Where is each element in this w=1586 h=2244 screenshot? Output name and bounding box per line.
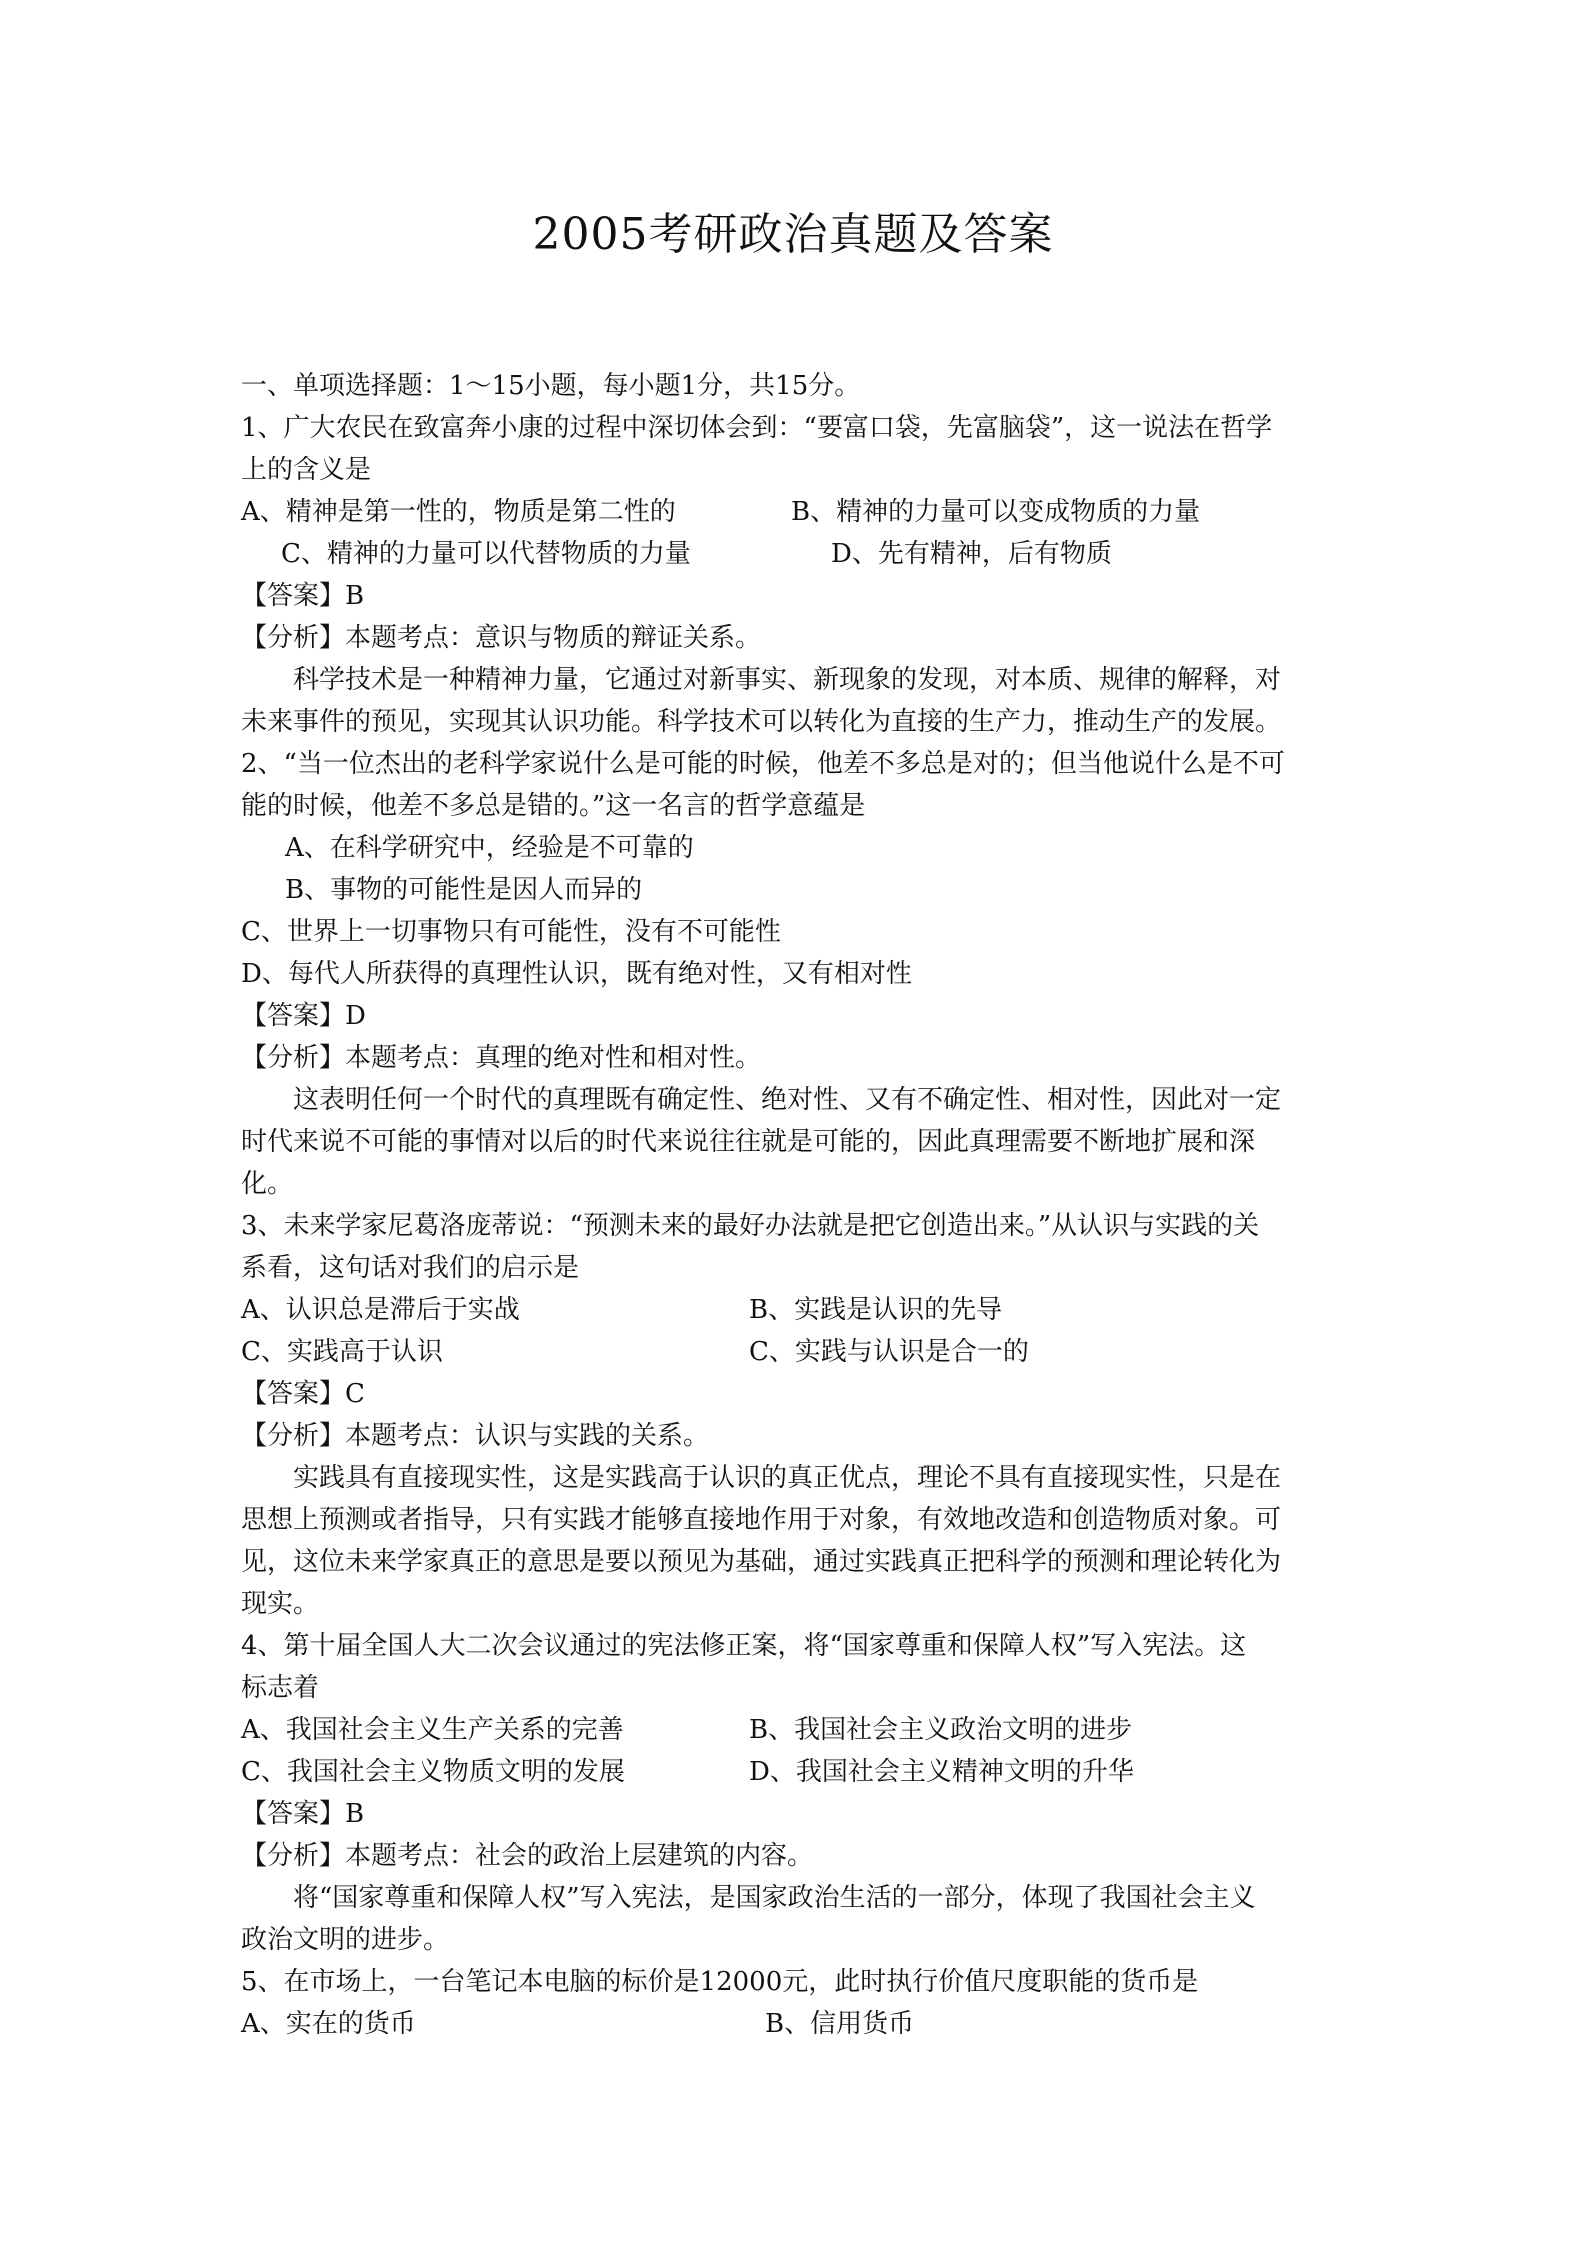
q3-explain-line2: 思想上预测或者指导，只有实践才能够直接地作用于对象，有效地改造和创造物质对象。可 xyxy=(241,1505,1282,1535)
q4-option-d: D、我国社会主义精神文明的升华 xyxy=(749,1757,1134,1787)
q2-option-d: D、每代人所获得的真理性认识，既有绝对性，又有相对性 xyxy=(241,959,912,989)
q1-stem-line1: 1、广大农民在致富奔小康的过程中深切体会到：“要富口袋，先富脑袋”，这一说法在哲学 xyxy=(241,413,1273,443)
q1-options-row2 xyxy=(241,533,1361,575)
q1-option-b: B、精神的力量可以变成物质的力量 xyxy=(791,497,1201,527)
q1-option-a: A、精神是第一性的，物质是第二性的 xyxy=(241,497,676,527)
section-heading: 一、单项选择题：1～15小题，每小题1分，共15分。 xyxy=(241,371,861,401)
q4-explain-line2: 政治文明的进步。 xyxy=(241,1925,450,1955)
q4-option-c: C、我国社会主义物质文明的发展 xyxy=(241,1757,625,1787)
q2-explain-line3: 化。 xyxy=(241,1169,294,1199)
q1-stem-line2: 上的含义是 xyxy=(241,455,372,485)
q3-analysis: 【分析】本题考点：认识与实践的关系。 xyxy=(241,1421,710,1451)
q3-option-b: B、实践是认识的先导 xyxy=(749,1295,1003,1325)
q3-options-row2 xyxy=(241,1331,1361,1373)
q2-stem-line2: 能的时候，他差不多总是错的。”这一名言的哲学意蕴是 xyxy=(241,791,866,821)
q2-analysis: 【分析】本题考点：真理的绝对性和相对性。 xyxy=(241,1043,762,1073)
q3-explain-line1: 实践具有直接现实性，这是实践高于认识的真正优点，理论不具有直接现实性，只是在 xyxy=(293,1463,1282,1493)
q2-explain-line2: 时代来说不可能的事情对以后的时代来说往往就是可能的，因此真理需要不断地扩展和深 xyxy=(241,1127,1256,1157)
q4-option-a: A、我国社会主义生产关系的完善 xyxy=(241,1715,624,1745)
q3-explain-line4: 现实。 xyxy=(241,1589,320,1619)
q5-options-row1 xyxy=(241,2003,1361,2045)
q3-option-c: C、实践高于认识 xyxy=(241,1337,443,1367)
q1-options-row1 xyxy=(241,491,1361,533)
q4-explain-line1: 将“国家尊重和保障人权”写入宪法，是国家政治生活的一部分，体现了我国社会主义 xyxy=(293,1883,1256,1913)
document-body xyxy=(241,365,1361,2045)
q5-option-b: B、信用货币 xyxy=(765,2009,915,2039)
q4-analysis: 【分析】本题考点：社会的政治上层建筑的内容。 xyxy=(241,1841,814,1871)
q2-option-c: C、世界上一切事物只有可能性，没有不可能性 xyxy=(241,917,781,947)
q4-answer: 【答案】B xyxy=(241,1799,365,1829)
q1-explain-line1: 科学技术是一种精神力量，它通过对新事实、新现象的发现，对本质、规律的解释，对 xyxy=(293,665,1282,695)
q1-explain-line2: 未来事件的预见，实现其认识功能。科学技术可以转化为直接的生产力，推动生产的发展。 xyxy=(241,707,1282,737)
page-title: 2005考研政治真题及答案 xyxy=(532,209,1054,260)
q3-stem-line1: 3、未来学家尼葛洛庞蒂说：“预测未来的最好办法就是把它创造出来。”从认识与实践的关 xyxy=(241,1211,1260,1241)
q4-options-row2 xyxy=(241,1751,1361,1793)
q2-option-b: B、事物的可能性是因人而异的 xyxy=(285,875,643,905)
q5-stem-line1: 5、在市场上，一台笔记本电脑的标价是12000元，此时执行价值尺度职能的货币是 xyxy=(241,1967,1199,1997)
q4-option-b: B、我国社会主义政治文明的进步 xyxy=(749,1715,1133,1745)
q2-explain-line1: 这表明任何一个时代的真理既有确定性、绝对性、又有不确定性、相对性，因此对一定 xyxy=(293,1085,1282,1115)
q3-answer: 【答案】C xyxy=(241,1379,365,1409)
q4-options-row1 xyxy=(241,1709,1361,1751)
q3-explain-line3: 见，这位未来学家真正的意思是要以预见为基础，通过实践真正把科学的预测和理论转化为 xyxy=(241,1547,1282,1577)
q2-answer: 【答案】D xyxy=(241,1001,366,1031)
q5-option-a: A、实在的货币 xyxy=(241,2009,416,2039)
q3-option-d: C、实践与认识是合一的 xyxy=(749,1337,1029,1367)
q2-stem-line1: 2、“当一位杰出的老科学家说什么是可能的时候，他差不多总是对的；但当他说什么是不可 xyxy=(241,749,1285,779)
q1-option-d: D、先有精神，后有物质 xyxy=(831,539,1112,569)
q1-option-c: C、精神的力量可以代替物质的力量 xyxy=(281,539,691,569)
q3-stem-line2: 系看，这句话对我们的启示是 xyxy=(241,1253,580,1283)
q4-stem-line1: 4、第十届全国人大二次会议通过的宪法修正案，将“国家尊重和保障人权”写入宪法。这 xyxy=(241,1631,1247,1661)
q2-option-a: A、在科学研究中，经验是不可靠的 xyxy=(285,833,694,863)
q1-answer: 【答案】B xyxy=(241,581,365,611)
q3-option-a: A、认识总是滞后于实战 xyxy=(241,1295,520,1325)
q1-analysis: 【分析】本题考点：意识与物质的辩证关系。 xyxy=(241,623,762,653)
q4-stem-line2: 标志着 xyxy=(241,1673,320,1703)
q3-options-row1 xyxy=(241,1289,1361,1331)
